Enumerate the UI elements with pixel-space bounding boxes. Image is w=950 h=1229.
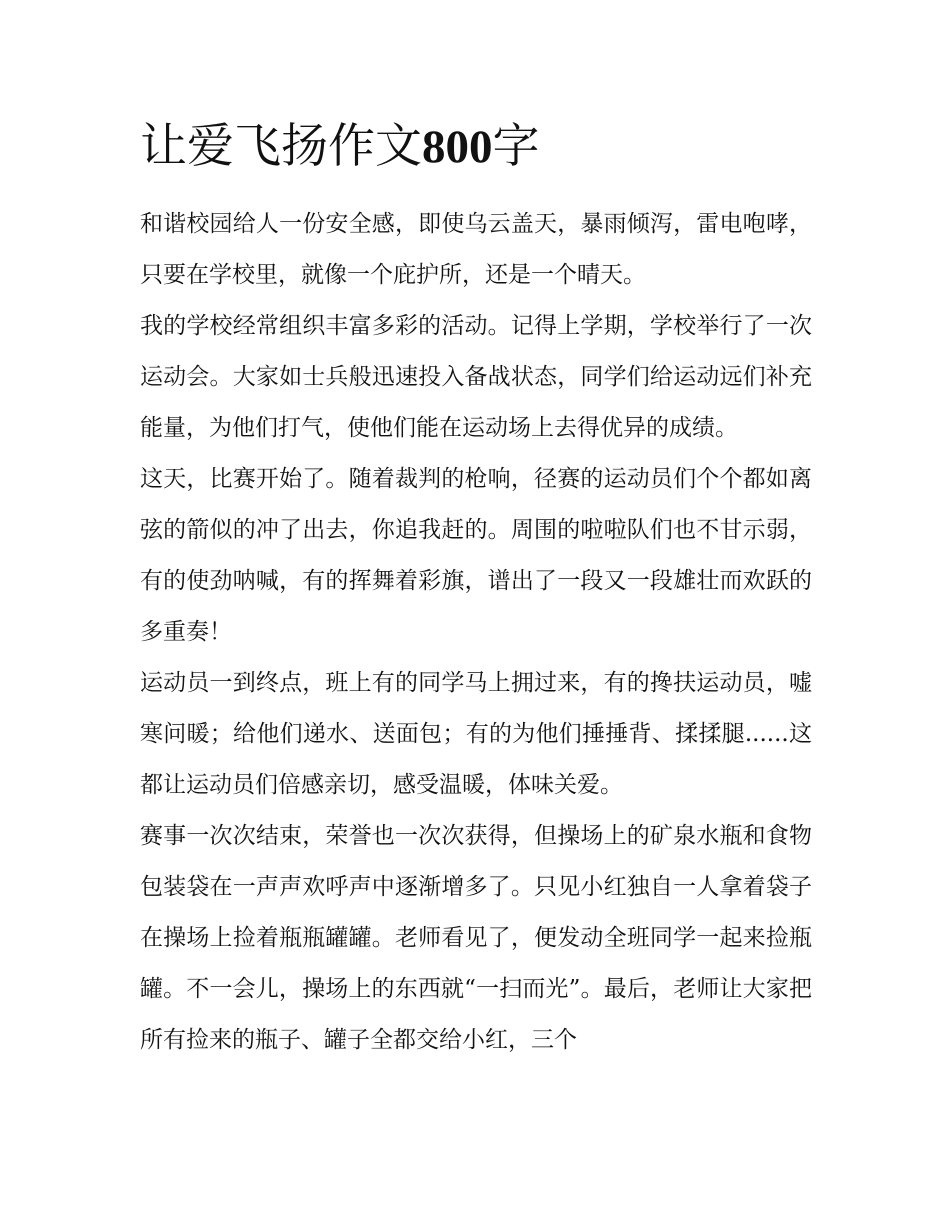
paragraph-1: 和谐校园给人一份安全感，即使乌云盖天，暴雨倾泻，雷电咆哮，只要在学校里，就像一个庇护所，还是一个晴天。: [140, 211, 812, 288]
document-body: [140, 199, 812, 1066]
paragraph-5: 赛事一次次结束，荣誉也一次次获得，但操场上的矿泉水瓶和食物包装袋在一声声欢呼声中逐渐增多了。只见小红独自一人拿着袋子在操场上捡着瓶瓶罐罐。老师看见了，便发动全班同学一起来捡瓶罐。不一会儿，操场上的东西就“一扫而光”。最后，老师让大家把所有捡来的瓶子、罐子全都交给小红，三个: [140, 823, 812, 1053]
document-title: [140, 112, 820, 182]
paragraph-2: 我的学校经常组织丰富多彩的活动。记得上学期，学校举行了一次运动会。大家如士兵般迅速投入备战状态，同学们给运动远们补充能量，为他们打气，使他们能在运动场上去得优异的成绩。: [140, 313, 812, 441]
title-suffix: 字: [492, 119, 540, 174]
title-number: 800: [422, 121, 493, 173]
title-text: 让爱飞扬作文: [140, 119, 422, 174]
paragraph-4: 运动员一到终点，班上有的同学马上拥过来，有的搀扶运动员，嘘寒问暖；给他们递水、送面包；有的为他们捶捶背、揉揉腿......这都让运动员们倍感亲切，感受温暖，体味关爱。: [140, 670, 812, 798]
paragraph-3: 这天，比赛开始了。随着裁判的枪响，径赛的运动员们个个都如离弦的箭似的冲了出去，你追我赶的。周围的啦啦队们也不甘示弱，有的使劲呐喊，有的挥舞着彩旗，谱出了一段又一段雄壮而欢跃的多重奏！: [140, 466, 812, 645]
